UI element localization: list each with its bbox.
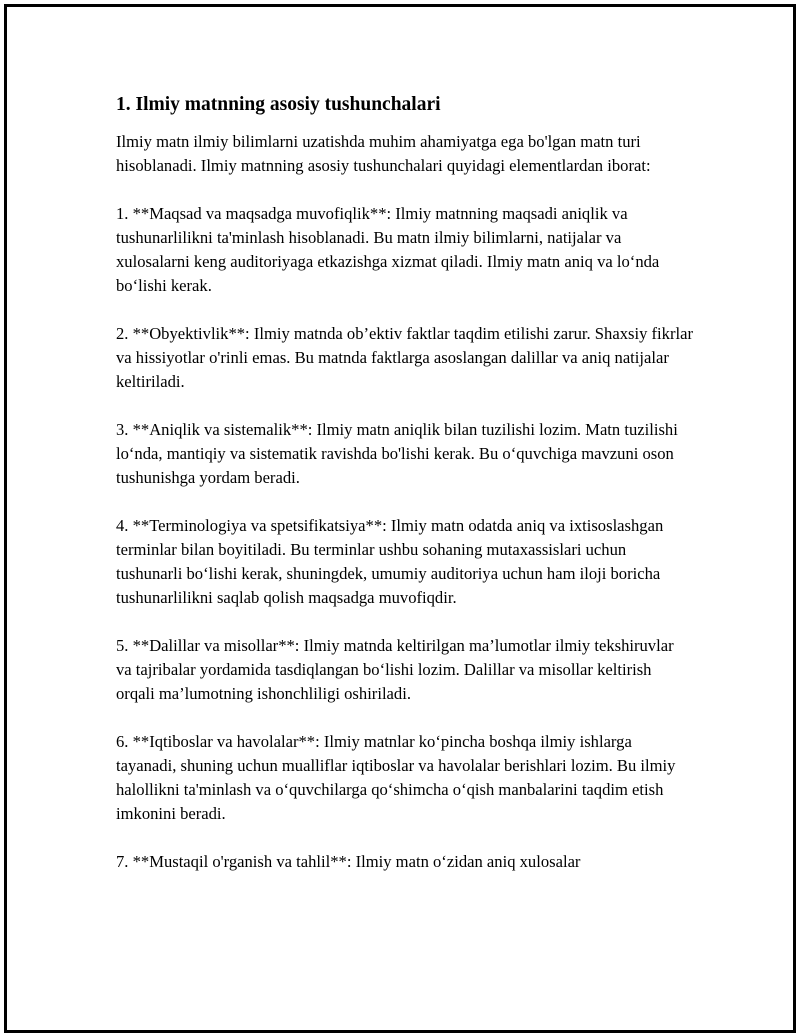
paragraph-dalillar: 5. **Dalillar va misollar**: Ilmiy matnda keltirilgan ma’lumotlar ilmiy tekshiruvlar va tajribalar yordamida tasdiqlangan bo‘lishi lozim. Dalillar va misollar keltirish orqali ma’lumotning ishonchliligi oshiriladi.	[116, 636, 674, 703]
paragraph-maqsad: 1. **Maqsad va maqsadga muvofiqlik**: Ilmiy matnning maqsadi aniqlik va tushunarlilikni ta'minlash hisoblanadi. Bu matn ilmiy bilimlarni, natijalar va xulosalarni keng auditoriyaga etkazishga xizmat qiladi. Ilmiy matn aniq va lo‘nda bo‘lishi kerak.	[116, 204, 660, 295]
paragraph-mustaqil: 7. **Mustaqil o'rganish va tahlil**: Ilmiy matn o‘zidan aniq xulosalar	[116, 852, 581, 871]
document-body	[113, 92, 693, 898]
paragraph-obyektivlik: 2. **Obyektivlik**: Ilmiy matnda ob’ektiv faktlar taqdim etilishi zarur. Shaxsiy fikrlar va hissiyotlar o'rinli emas. Bu matnda faktlarga asoslangan dalillar va aniq natijalar keltiriladi.	[116, 324, 693, 391]
paragraph-iqtiboslar: 6. **Iqtiboslar va havolalar**: Ilmiy matnlar ko‘pincha boshqa ilmiy ishlarga tayanadi, shuning uchun mualliflar iqtiboslar va havolalar berishlari lozim. Bu ilmiy halollikni ta'minlash va o‘quvchilarga qo‘shimcha o‘qish manbalarini taqdim etish imkonini beradi.	[116, 732, 676, 823]
paragraph-aniqlik: 3. **Aniqlik va sistemalik**: Ilmiy matn aniqlik bilan tuzilishi lozim. Matn tuzilishi lo‘nda, mantiqiy va sistematik ravishda bo'lishi kerak. Bu o‘quvchiga mavzuni oson tushunishga yordam beradi.	[116, 420, 678, 487]
intro-paragraph: Ilmiy matn ilmiy bilimlarni uzatishda muhim ahamiyatga ega bo'lgan matn turi hisoblanadi. Ilmiy matnning asosiy tushunchalari quyidagi elementlardan iborat:	[116, 132, 651, 175]
paragraph-terminologiya: 4. **Terminologiya va spetsifikatsiya**: Ilmiy matn odatda aniq va ixtisoslashgan terminlar bilan boyitiladi. Bu terminlar ushbu sohaning mutaxassislari uchun tushunarli bo‘lishi kerak, shuningdek, umumiy auditoriya uchun ham iloji boricha tushunarlilikni saqlab qolish maqsadga muvofiqdir.	[116, 516, 664, 607]
section-heading: 1. Ilmiy matnning asosiy tushunchalari	[116, 94, 441, 115]
